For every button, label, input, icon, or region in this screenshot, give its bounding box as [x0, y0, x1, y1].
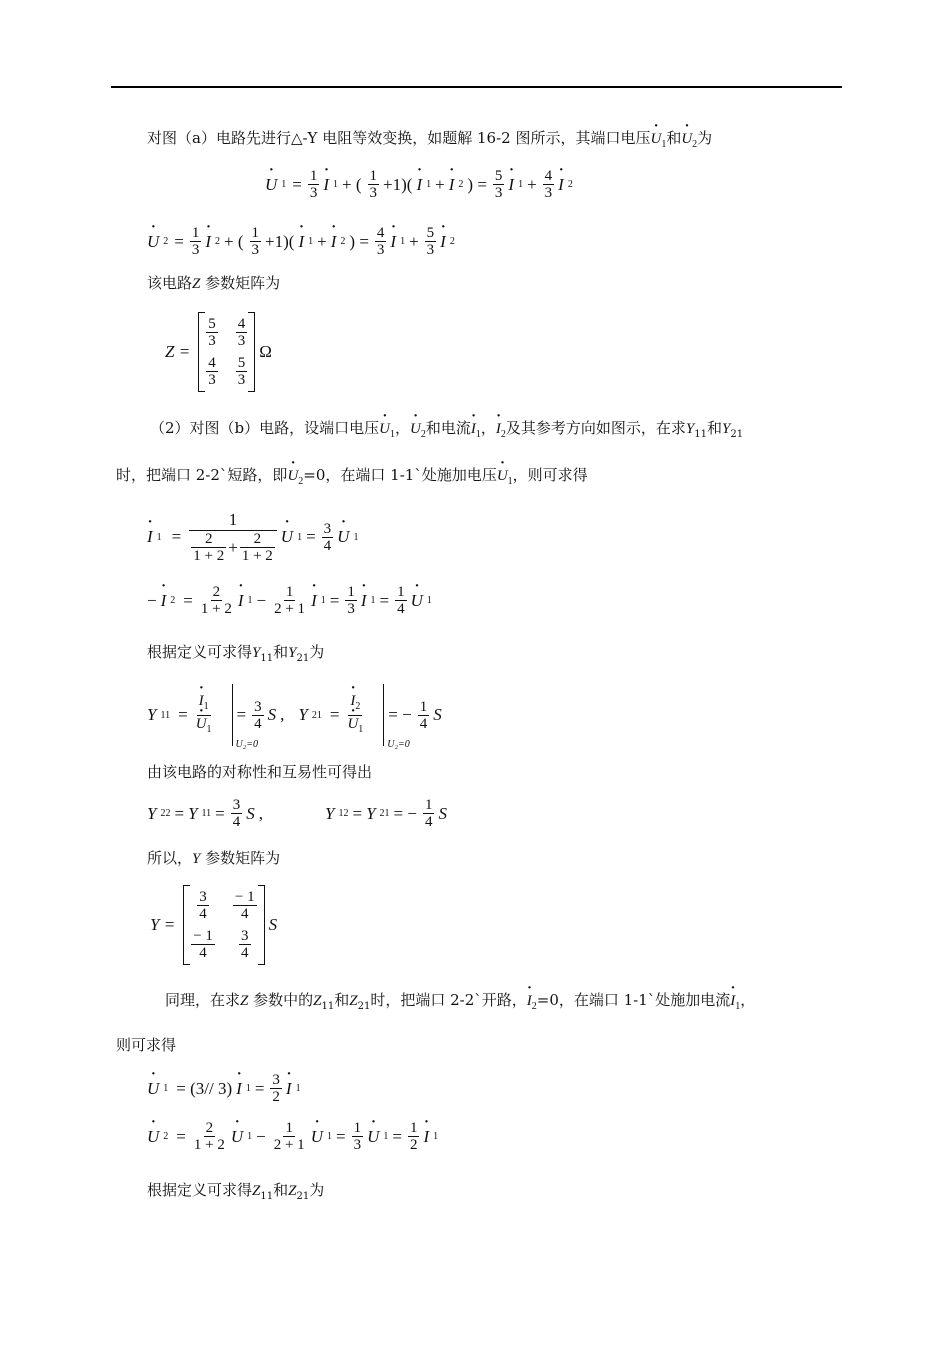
- paragraph-5: 根据定义可求得$Y_{11}$和$Y_{21}$为: [147, 643, 325, 664]
- paragraph-2: 该电路Z 参数矩阵为: [147, 274, 281, 292]
- equation-u2-open: · U 2 = $\frac{2}{1 + 2}$ · U 1 − $\frac{1}{2 + 1}$ · U 1 = $\frac{1}{3}$ · U 1 = $\frac{1}{2}$ · I 1: [147, 1120, 442, 1153]
- z-matrix: Z = $\frac{5}{3}$ $\frac{4}{3}$ $\frac{4}{3}$ $\frac{5}{3}$ Ω: [165, 312, 276, 392]
- equation-u1: · U 1 = $\frac{1}{3}$ · I 1 + ( $\frac{1}{3}$ +1)( · I 1 + · I 2 ) = $\frac{5}{3}$ · I 1 + $\frac{4}{3}$ · I 2: [265, 168, 577, 201]
- paragraph-10: 根据定义可求得$Z_{11}$和$Z_{21}$为: [147, 1181, 325, 1202]
- equation-u1-open: · U 1 = (3// 3) · I 1 = $\frac{3}{2}$ · I 1: [147, 1072, 305, 1105]
- paragraph-9: 则可求得: [116, 1036, 177, 1054]
- equation-i1: · I 1 = 1 $\frac{2}{1 + 2}$ + $\frac{2}{1 + 2}$ · U 1 = $\frac{3}{4}$ · U 1: [147, 510, 362, 564]
- equation-y11-y21: Y 11 = · $I_1$ · $U_1$ U₂=0 = $\frac{3}{4}$ S , Y 21 = · $I_2$ · $U_1$ U₂=0 = − $\frac{1}{4}$ S: [147, 684, 446, 746]
- equation-symmetry: Y 22 = Y 11 = $\frac{3}{4}$ S , Y 12 = Y 21 = − $\frac{1}{4}$ S: [147, 797, 447, 830]
- z-matrix-body: $\frac{5}{3}$ $\frac{4}{3}$ $\frac{4}{3}$ $\frac{5}{3}$: [198, 312, 255, 392]
- paragraph-8: 同理，在求Z 参数中的$Z_{11}$和$Z_{21}$时，把端口 2-2`开路，· $I_2=0$，在端口 1-1`处施加电流· $I_1$，: [165, 990, 755, 1017]
- paragraph-1: 对图（a）电路先进行△-Y 电阻等效变换，如题解 16-2 图所示，其端口电压· $U_1$和· $U_2$为: [147, 128, 712, 155]
- paragraph-3: （2）对图（b）电路，设端口电压· $U_1$，· $U_2$和电流· $I_1$，· $I_2$及其参考方向如图示，在求$Y_{11}$和$Y_{21}$: [150, 418, 743, 445]
- y-matrix: Y = $\frac{3}{4}$ $\frac{- 1}{4}$ $\frac{- 1}{4}$ $\frac{3}{4}$ S: [150, 885, 281, 965]
- y-matrix-body: $\frac{3}{4}$ $\frac{- 1}{4}$ $\frac{- 1}{4}$ $\frac{3}{4}$: [183, 885, 264, 965]
- equation-i2: − · I 2 = $\frac{2}{1 + 2}$ · I 1 − $\frac{1}{2 + 1}$ · I 1 = $\frac{1}{3}$ · I 1 = $\frac{1}{4}$ · U 1: [147, 584, 436, 617]
- paragraph-4: 时，把端口 2-2`短路，即· $U_2=0$，在端口 1-1`处施加电压· $U_1$，则可求得: [116, 465, 588, 492]
- paragraph-7: 所以，Y 参数矩阵为: [147, 849, 281, 867]
- header-rule: [111, 86, 842, 88]
- equation-u2: · U 2 = $\frac{1}{3}$ · I 2 + ( $\frac{1}{3}$ +1)( · I 1 + · I 2 ) = $\frac{4}{3}$ · I 1 + $\frac{5}{3}$ · I 2: [147, 225, 459, 258]
- paragraph-6: 由该电路的对称性和互易性可得出: [147, 763, 373, 781]
